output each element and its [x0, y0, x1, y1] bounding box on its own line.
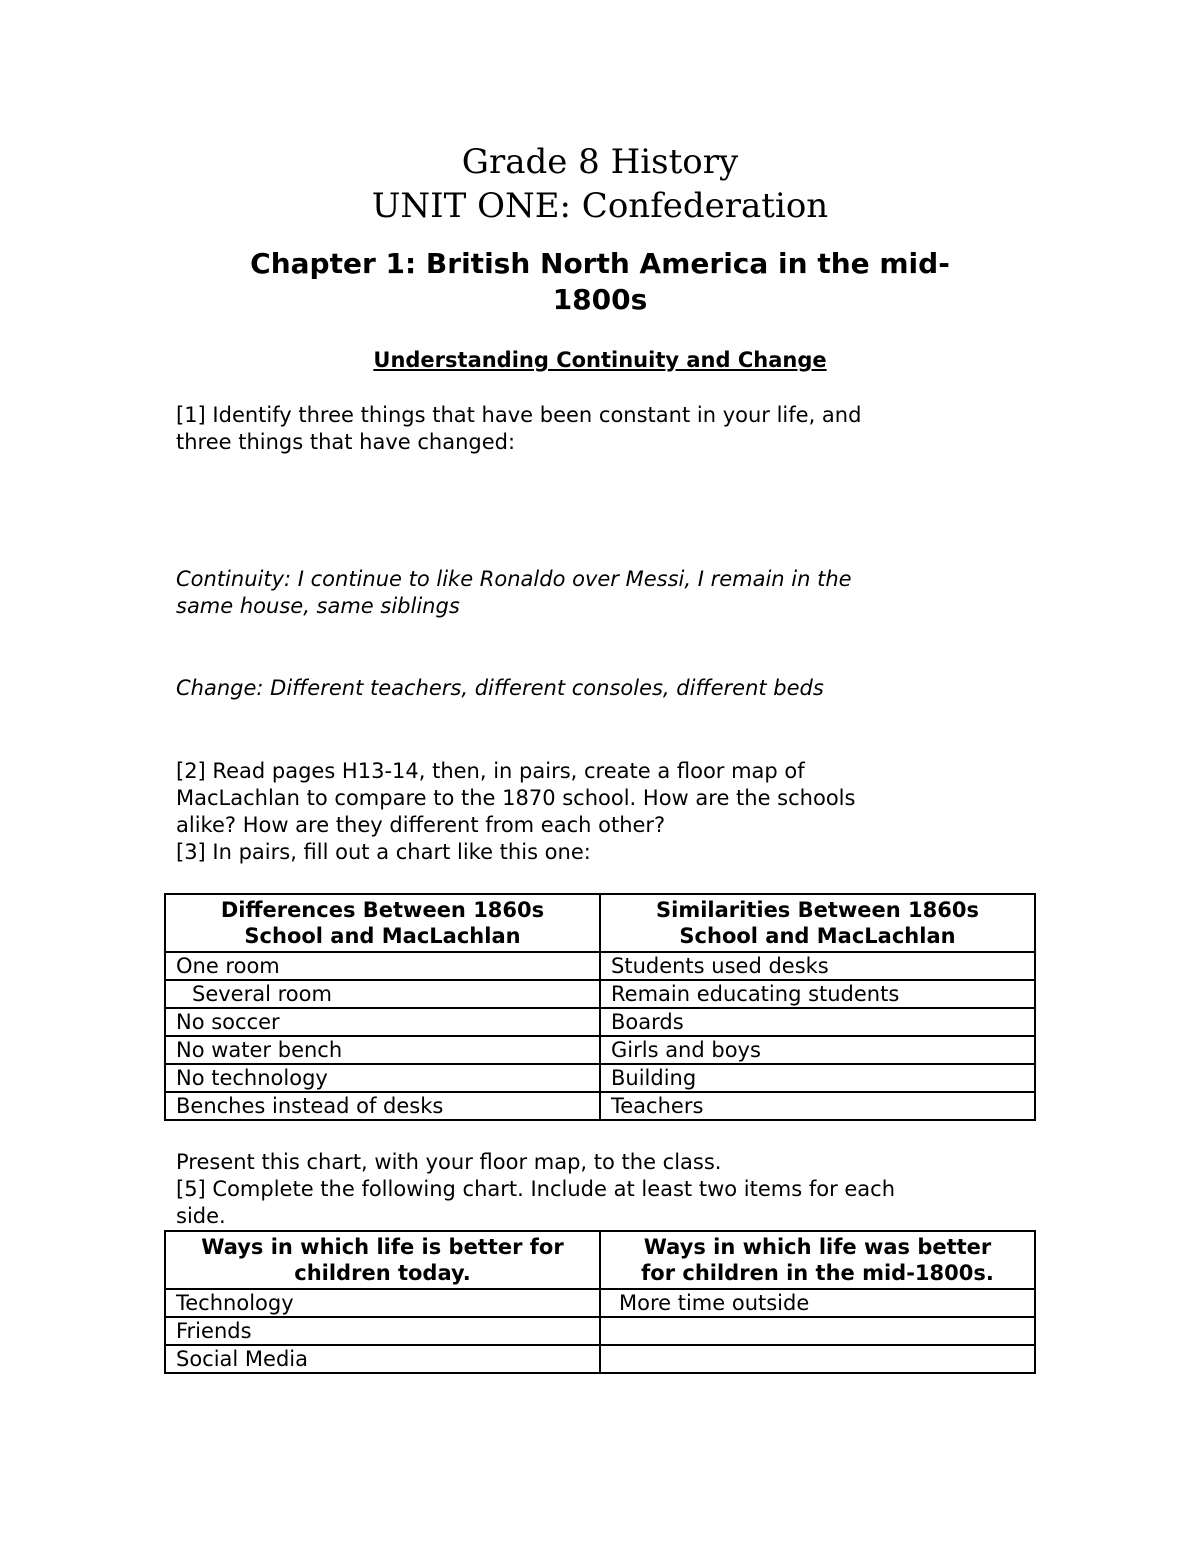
table-cell: Girls and boys [600, 1036, 1035, 1064]
present-and-question-5 [176, 1149, 1076, 1230]
header-text: Ways in which life is better for [201, 1235, 564, 1259]
table-cell: More time outside [600, 1289, 1035, 1317]
table-cell: Remain educating students [600, 980, 1035, 1008]
table-cell: Benches instead of desks [165, 1092, 600, 1120]
continuity-line-2: same house, same siblings [176, 594, 460, 618]
question-5-line-2: side. [176, 1204, 226, 1228]
table-cell: Students used desks [600, 952, 1035, 980]
table-cell: Friends [165, 1317, 600, 1345]
table-row [165, 1289, 1035, 1317]
table-cell: Teachers [600, 1092, 1035, 1120]
header-text: School and MacLachlan [244, 924, 521, 948]
table-header-row [165, 894, 1035, 952]
table-cell: Social Media [165, 1345, 600, 1373]
table-cell: Several room [165, 980, 600, 1008]
header-text: Differences Between 1860s [220, 898, 545, 922]
table-header-row [165, 1231, 1035, 1289]
header-text: children today. [294, 1261, 471, 1285]
table-row [165, 1036, 1035, 1064]
question-3: [3] In pairs, fill out a chart like this one: [176, 840, 591, 864]
table-cell: No soccer [165, 1008, 600, 1036]
table-cell [600, 1345, 1035, 1373]
title-line-2: UNIT ONE: Confederation [371, 186, 829, 226]
chapter-title [0, 246, 1200, 318]
table-row [165, 1008, 1035, 1036]
question-5-line-1: [5] Complete the following chart. Include at least two items for each [176, 1177, 896, 1201]
table-cell: Boards [600, 1008, 1035, 1036]
title-line-1: Grade 8 History [461, 142, 739, 182]
table-cell: Technology [165, 1289, 600, 1317]
header-text: School and MacLachlan [679, 924, 956, 948]
continuity-answer [176, 566, 1076, 620]
table-row [165, 1092, 1035, 1120]
question-2-3 [176, 758, 1076, 866]
continuity-line-1: Continuity: I continue to like Ronaldo over Messi, I remain in the [176, 567, 852, 591]
section-heading: Understanding Continuity and Change [373, 348, 827, 372]
table-cell [600, 1317, 1035, 1345]
differences-similarities-table [164, 893, 1036, 1121]
better-today-header [165, 1231, 600, 1289]
question-1-line-1: [1] Identify three things that have been constant in your life, and [176, 403, 862, 427]
question-2-line-1: [2] Read pages H13-14, then, in pairs, create a floor map of [176, 759, 805, 783]
question-2-line-3: alike? How are they different from each other? [176, 813, 666, 837]
change-answer: Change: Different teachers, different consoles, different beds [176, 676, 824, 700]
differences-header [165, 894, 600, 952]
table-cell: No technology [165, 1064, 600, 1092]
question-1 [176, 402, 1076, 456]
table-row [165, 1317, 1035, 1345]
header-text: Ways in which life was better [643, 1235, 992, 1259]
table-row [165, 1064, 1035, 1092]
chapter-line-2: 1800s [552, 283, 648, 316]
header-text: Similarities Between 1860s [656, 898, 979, 922]
table-row [165, 980, 1035, 1008]
question-2-line-2: MacLachlan to compare to the 1870 school. How are the schools [176, 786, 856, 810]
table-row [165, 1345, 1035, 1373]
page-title [0, 140, 1200, 228]
life-comparison-table [164, 1230, 1036, 1374]
chapter-line-1: Chapter 1: British North America in the mid- [250, 247, 950, 280]
question-1-line-2: three things that have changed: [176, 430, 516, 454]
similarities-header [600, 894, 1035, 952]
header-text: for children in the mid-1800s. [641, 1261, 994, 1285]
table-cell: No water bench [165, 1036, 600, 1064]
better-1800s-header [600, 1231, 1035, 1289]
table-cell: One room [165, 952, 600, 980]
present-instruction: Present this chart, with your floor map, to the class. [176, 1150, 722, 1174]
table-cell: Building [600, 1064, 1035, 1092]
table-row [165, 952, 1035, 980]
